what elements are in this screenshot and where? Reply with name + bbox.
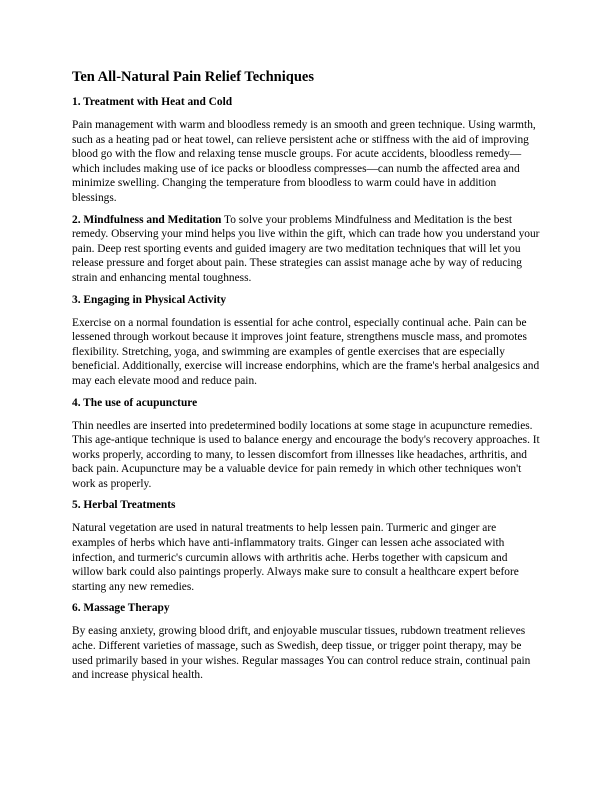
- section-acupuncture: [72, 396, 540, 492]
- document-title: Ten All-Natural Pain Relief Techniques: [72, 69, 314, 85]
- section-body: Natural vegetation are used in natural treatments to help lessen pain. Turmeric and ginger are examples of herbs which have anti-inflammatory traits. Ginger can lessen ache associated with infection, and turmeric's curcumin allows with arthritis ache. Herbs together with capsicum and willow bark could also paintings properly. Always make sure to consult a healthcare expert before starting any new remedies.: [72, 522, 519, 593]
- section-paragraph: [72, 213, 540, 286]
- section-heading: 6. Massage Therapy: [72, 602, 170, 615]
- document-page: [72, 68, 540, 690]
- section-body: Exercise on a normal foundation is essential for ache control, especially continual ache. Pain can be lessened through workout because it improves joint feature, strengthens muscle mass, and promotes flexibility. Stretching, yoga, and swimming are examples of gentle exercises that are especially beneficial. Additionally, exercise will increase endorphins, which are the frame's herbal analgesics and may each elevate mood and reduce pain.: [72, 316, 540, 387]
- section-heading: 5. Herbal Treatments: [72, 499, 176, 512]
- section-herbal: [72, 498, 540, 594]
- section-heading: 2. Mindfulness and Meditation: [72, 213, 222, 226]
- section-heading: 1. Treatment with Heat and Cold: [72, 96, 233, 108]
- section-heat-cold: [72, 95, 540, 206]
- section-body: Thin needles are inserted into predetermined bodily locations at some stage in acupuncture remedies. This age-antique technique is used to balance energy and encourage the body's recovery approaches. It works properly, according to many, to lessen discomfort from illnesses like headaches, arthritis, and back pain. Acupuncture may be a valuable device for pain remedy in which other techniques won't work as properly.: [72, 419, 540, 490]
- section-heading: 3. Engaging in Physical Activity: [72, 293, 227, 306]
- section-heading: 4. The use of acupuncture: [72, 396, 198, 409]
- section-physical-activity: [72, 293, 540, 389]
- section-body: Pain management with warm and bloodless remedy is an smooth and green technique. Using warmth, such as a heating pad or heat towel, can relieve persistent ache or stiffness with the aid of improving blood go with the flow and relaxing tense muscle groups. For acute accidents, bloodless remedy—which includes making use of ice packs or bloodless compresses—can numb the affected area and minimize swelling. Changing the temperature from bloodless to warm could have in addition blessings.: [72, 119, 536, 204]
- section-body: To solve your problems Mindfulness and Meditation is the best remedy. Observing your mind helps you live within the gift, which can trade how you understand your pain. Deep rest sporting events and guided imagery are two meditation techniques that will let you release pressure and forget about pain. These strategies can assist manage ache by way of reducing strain and enhancing mental toughness.: [72, 213, 540, 284]
- section-massage: [72, 601, 540, 682]
- section-body: By easing anxiety, growing blood drift, and enjoyable muscular tissues, rubdown treatment relieves ache. Different varieties of massage, such as Swedish, deep tissue, or trigger point therapy, may be used primarily based in your wishes. Regular massages You can control reduce strain, continual pain and increase physical health.: [72, 625, 531, 682]
- section-mindfulness: [72, 213, 540, 286]
